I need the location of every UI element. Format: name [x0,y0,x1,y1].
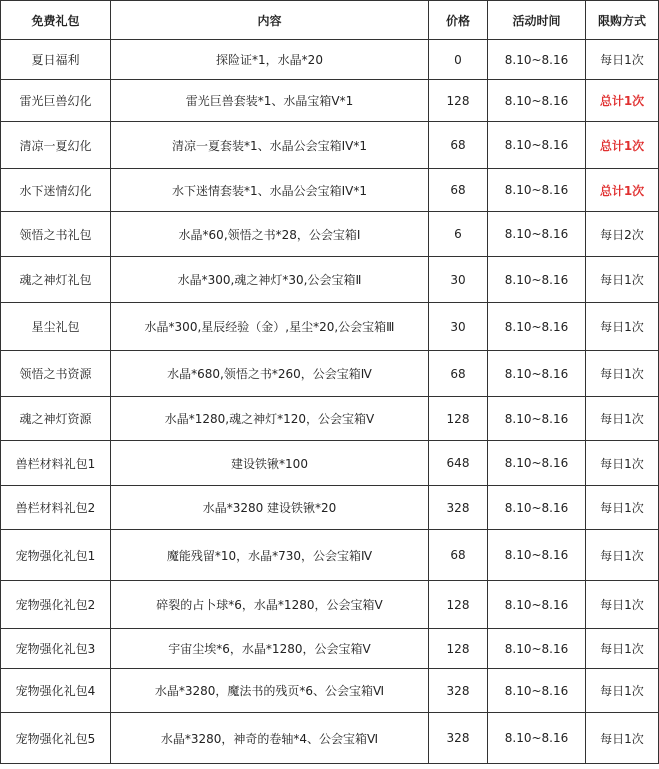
price-cell: 328 [429,669,488,713]
price-cell: 128 [429,397,488,441]
time-cell: 8.10~8.16 [488,486,586,530]
time-cell: 8.10~8.16 [488,581,586,629]
pack-name-cell: 宠物强化礼包3 [1,629,111,669]
time-cell: 8.10~8.16 [488,629,586,669]
limit-cell: 每日1次 [586,397,659,441]
table-row [1,581,659,629]
content-cell: 水晶*3280，神奇的卷轴*4、公会宝箱Ⅵ [111,713,429,764]
limit-cell: 每日2次 [586,212,659,257]
content-cell: 宇宙尘埃*6，水晶*1280，公会宝箱Ⅴ [111,629,429,669]
price-cell: 6 [429,212,488,257]
time-cell: 8.10~8.16 [488,40,586,80]
content-cell: 碎裂的占卜球*6，水晶*1280，公会宝箱Ⅴ [111,581,429,629]
pack-name-cell: 兽栏材料礼包2 [1,486,111,530]
time-cell: 8.10~8.16 [488,397,586,441]
header-limit: 限购方式 [586,1,659,40]
price-cell: 68 [429,122,488,169]
price-cell: 328 [429,713,488,764]
pack-name-cell: 雷光巨兽幻化 [1,80,111,122]
content-cell: 水晶*1280,魂之神灯*120，公会宝箱Ⅴ [111,397,429,441]
limit-cell: 每日1次 [586,530,659,581]
limit-cell: 每日1次 [586,257,659,303]
table-row [1,351,659,397]
table-row [1,122,659,169]
content-cell: 水晶*300,魂之神灯*30,公会宝箱Ⅱ [111,257,429,303]
time-cell: 8.10~8.16 [488,351,586,397]
price-cell: 68 [429,530,488,581]
content-cell: 魔能残留*10，水晶*730，公会宝箱Ⅳ [111,530,429,581]
price-cell: 68 [429,169,488,212]
content-cell: 建设铁锹*100 [111,441,429,486]
price-cell: 128 [429,629,488,669]
time-cell: 8.10~8.16 [488,169,586,212]
price-cell: 30 [429,257,488,303]
time-cell: 8.10~8.16 [488,80,586,122]
table-row [1,80,659,122]
pack-name-cell: 夏日福利 [1,40,111,80]
limit-cell: 每日1次 [586,303,659,351]
limit-cell: 总计1次 [586,122,659,169]
pack-name-cell: 宠物强化礼包1 [1,530,111,581]
content-cell: 水晶*300,星辰经验（金）,星尘*20,公会宝箱Ⅲ [111,303,429,351]
header-content: 内容 [111,1,429,40]
time-cell: 8.10~8.16 [488,212,586,257]
content-cell: 清凉一夏套装*1、水晶公会宝箱IV*1 [111,122,429,169]
pack-name-cell: 清凉一夏幻化 [1,122,111,169]
content-cell: 水晶*3280，魔法书的残页*6、公会宝箱Ⅵ [111,669,429,713]
pack-name-cell: 魂之神灯礼包 [1,257,111,303]
price-cell: 0 [429,40,488,80]
time-cell: 8.10~8.16 [488,257,586,303]
table-row [1,212,659,257]
limit-cell: 总计1次 [586,80,659,122]
pack-name-cell: 宠物强化礼包4 [1,669,111,713]
price-cell: 68 [429,351,488,397]
table-row [1,629,659,669]
content-cell: 水晶*60,领悟之书*28，公会宝箱Ⅰ [111,212,429,257]
limit-cell: 每日1次 [586,351,659,397]
price-cell: 128 [429,581,488,629]
table-row [1,303,659,351]
header-pack-name: 免费礼包 [1,1,111,40]
pack-name-cell: 宠物强化礼包5 [1,713,111,764]
time-cell: 8.10~8.16 [488,669,586,713]
limit-cell: 每日1次 [586,629,659,669]
content-cell: 水晶*680,领悟之书*260，公会宝箱Ⅳ [111,351,429,397]
pack-name-cell: 星尘礼包 [1,303,111,351]
limit-cell: 每日1次 [586,486,659,530]
time-cell: 8.10~8.16 [488,530,586,581]
header-price: 价格 [429,1,488,40]
table-row [1,713,659,764]
pack-name-cell: 宠物强化礼包2 [1,581,111,629]
pack-name-cell: 兽栏材料礼包1 [1,441,111,486]
content-cell: 雷光巨兽套装*1、水晶宝箱V*1 [111,80,429,122]
table-row [1,169,659,212]
limit-cell: 总计1次 [586,169,659,212]
time-cell: 8.10~8.16 [488,441,586,486]
content-cell: 探险证*1，水晶*20 [111,40,429,80]
limit-cell: 每日1次 [586,669,659,713]
time-cell: 8.10~8.16 [488,713,586,764]
table-row [1,669,659,713]
limit-cell: 每日1次 [586,713,659,764]
table-row [1,397,659,441]
pack-name-cell: 领悟之书礼包 [1,212,111,257]
content-cell: 水下迷情套装*1、水晶公会宝箱IV*1 [111,169,429,212]
table-row [1,486,659,530]
time-cell: 8.10~8.16 [488,303,586,351]
pack-name-cell: 魂之神灯资源 [1,397,111,441]
limit-cell: 每日1次 [586,581,659,629]
table-row [1,40,659,80]
price-cell: 648 [429,441,488,486]
price-cell: 328 [429,486,488,530]
limit-cell: 每日1次 [586,441,659,486]
header-row [1,1,659,40]
pack-name-cell: 领悟之书资源 [1,351,111,397]
pack-name-cell: 水下迷情幻化 [1,169,111,212]
price-cell: 128 [429,80,488,122]
header-time: 活动时间 [488,1,586,40]
table-row [1,530,659,581]
table-row [1,257,659,303]
content-cell: 水晶*3280 建设铁锹*20 [111,486,429,530]
price-cell: 30 [429,303,488,351]
limit-cell: 每日1次 [586,40,659,80]
time-cell: 8.10~8.16 [488,122,586,169]
table-row [1,441,659,486]
